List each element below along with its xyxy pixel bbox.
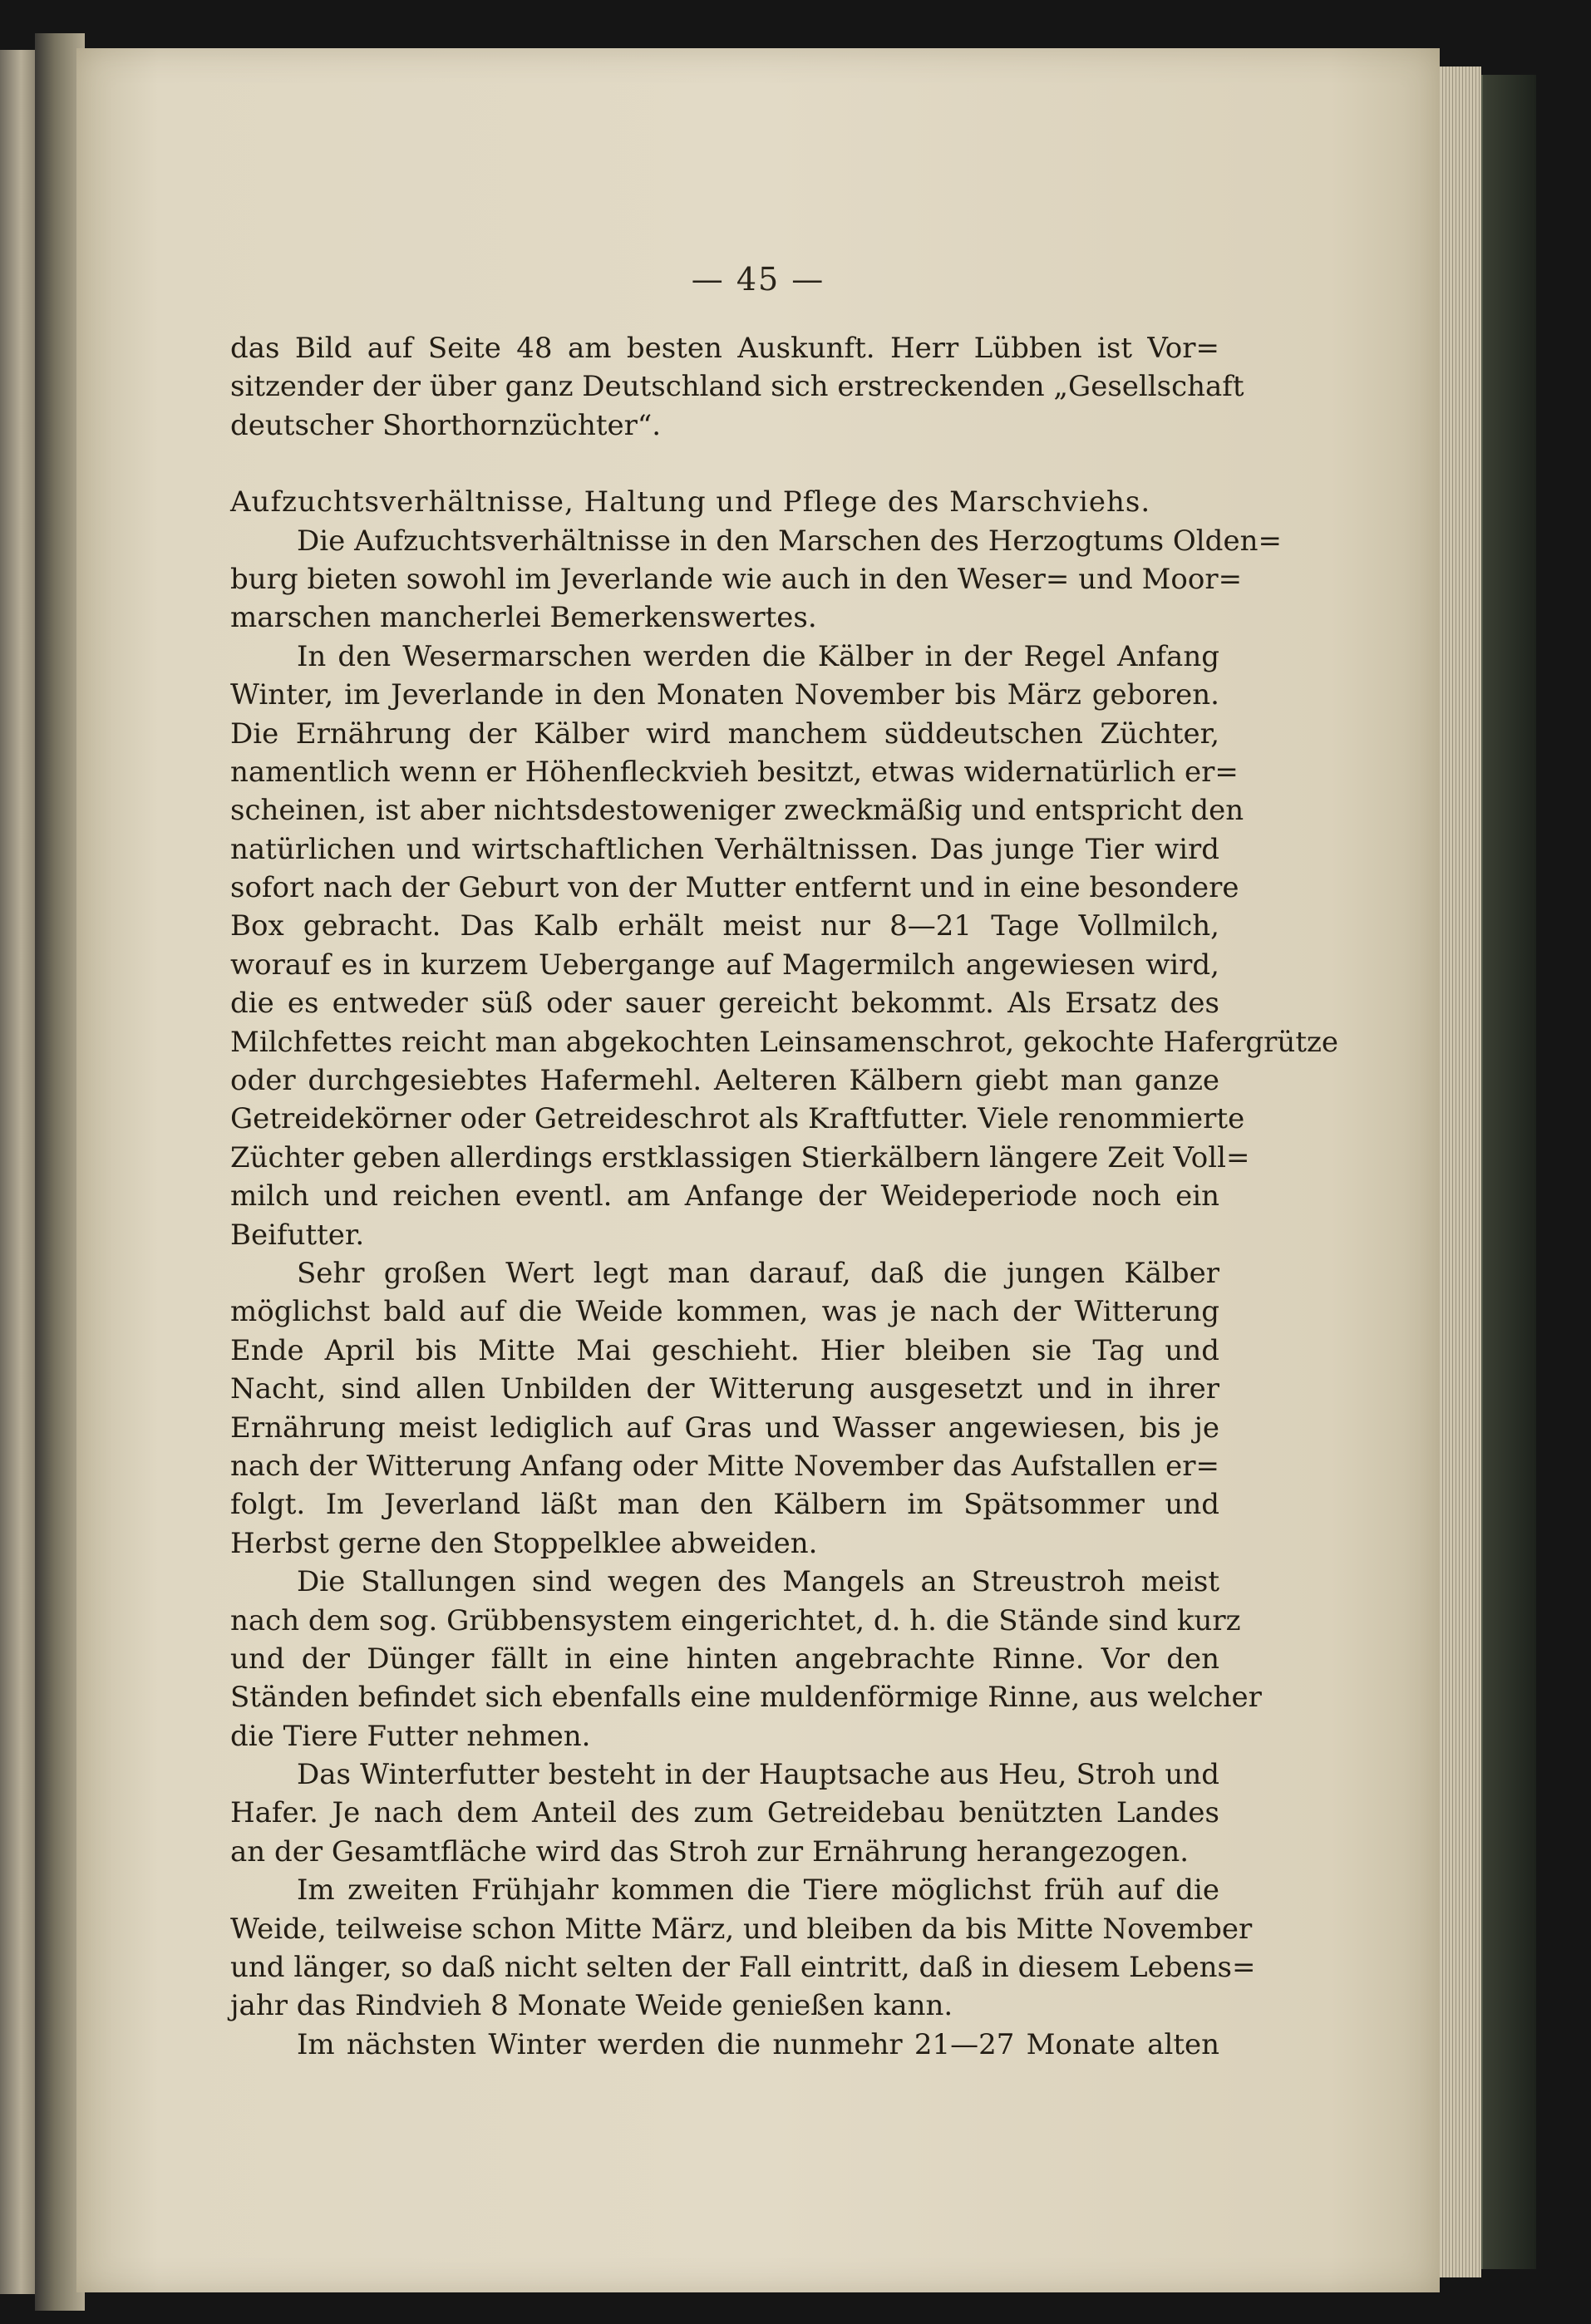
text-line: Im nächsten Winter werden die nunmehr 21—27 Monate alten (297, 2027, 1219, 2061)
paragraph (230, 1563, 1262, 1755)
text-line: milch und reichen eventl. am Anfange der Weideperiode noch ein (230, 1179, 1219, 1214)
page-text (230, 329, 1339, 2064)
text-line: Herbst gerne den Stoppelklee abweiden. (230, 1526, 818, 1560)
text-line: natürlichen und wirtschaftlichen Verhältnissen. Das junge Tier wird (230, 832, 1219, 866)
text-line: In den Wesermarschen werden die Kälber in der Regel Anfang (297, 639, 1219, 673)
text-line: scheinen, ist aber nichtsdestoweniger zweckmäßig und entspricht den (230, 794, 1244, 828)
text-line: oder durchgesiebtes Hafermehl. Aelteren Kälbern giebt man ganze (230, 1064, 1219, 1098)
text-line: Milchfettes reicht man abgekochten Leinsamenschrot, gekochte Hafergrütze (230, 1025, 1339, 1059)
text-line: Die Aufzuchtsverhältnisse in den Marschen des Herzogtums Olden= (297, 524, 1282, 558)
paragraph (230, 638, 1339, 1254)
page-number: — 45 — (691, 261, 825, 298)
text-line: und der Dünger fällt in eine hinten angebrachte Rinne. Vor den (230, 1642, 1219, 1676)
text-line: folgt. Im Jeverland läßt man den Kälbern im Spätsommer und (230, 1488, 1219, 1522)
text-line: Sehr großen Wert legt man darauf, daß die jungen Kälber (297, 1256, 1219, 1290)
text-line: Winter, im Jeverlande in den Monaten November bis März geboren. (230, 678, 1219, 712)
text-line: an der Gesamtfläche wird das Stroh zur Ernährung herangezogen. (230, 1834, 1190, 1869)
text-line: Hafer. Je nach dem Anteil des zum Getreidebau benützten Landes (230, 1796, 1219, 1830)
text-line: Die Ernährung der Kälber wird manchem süddeutschen Züchter, (230, 716, 1219, 751)
text-line: möglichst bald auf die Weide kommen, was je nach der Witterung (230, 1295, 1219, 1329)
paragraph (230, 2026, 1219, 2064)
paragraph (230, 329, 1244, 445)
text-line: Box gebracht. Das Kalb erhält meist nur 8—21 Tage Vollmilch, (230, 909, 1219, 943)
text-line: das Bild auf Seite 48 am besten Auskunft. Herr Lübben ist Vor= (230, 332, 1219, 365)
text-line: jahr das Rindvieh 8 Monate Weide genießen kann. (230, 1989, 953, 2023)
text-line: burg bieten sowohl im Jeverlande wie auch in den Weser= und Moor= (230, 562, 1243, 596)
text-line: Züchter geben allerdings erstklassigen Stierkälbern längere Zeit Voll= (230, 1140, 1250, 1174)
book-cover-edge (1481, 75, 1536, 2269)
text-line: deutscher Shorthornzüchter“. (230, 408, 662, 442)
text-line: Nacht, sind allen Unbilden der Witterung ausgesetzt und in ihrer (230, 1372, 1219, 1406)
text-line: nach dem sog. Grübbensystem eingerichtet, d. h. die Stände sind kurz (230, 1603, 1241, 1637)
page-stack-edge (1440, 66, 1481, 2277)
paragraph (230, 1254, 1219, 1563)
text-line: Getreidekörner oder Getreideschrot als Kraftfutter. Viele renommierte (230, 1102, 1245, 1136)
text-line: namentlich wenn er Höhenfleckvieh besitzt, etwas widernatürlich er= (230, 755, 1239, 789)
text-line: Aufzuchtsverhältnisse, Haltung und Pflege des Marschviehs. (230, 485, 1151, 519)
text-line: worauf es in kurzem Uebergange auf Magermilch angewiesen wird, (230, 948, 1219, 982)
text-line: Ständen befindet sich ebenfalls eine muldenförmige Rinne, aus welcher (230, 1681, 1262, 1715)
text-line: Ende April bis Mitte Mai geschieht. Hier bleiben sie Tag und (230, 1333, 1219, 1367)
text-line: die es entweder süß oder sauer gereicht bekommt. Als Ersatz des (230, 987, 1219, 1021)
text-line: nach der Witterung Anfang oder Mitte November das Aufstallen er= (230, 1449, 1219, 1483)
text-line: sitzender der über ganz Deutschland sich erstreckenden „Gesellschaft (230, 370, 1244, 404)
text-line: Die Stallungen sind wegen des Mangels an Streustroh meist (297, 1565, 1219, 1599)
paragraph-gap (230, 445, 1219, 483)
text-line: sofort nach der Geburt von der Mutter entfernt und in eine besondere (230, 871, 1239, 905)
text-line: Das Winterfutter besteht in der Hauptsache aus Heu, Stroh und (297, 1758, 1219, 1792)
section-heading (230, 483, 1219, 521)
text-line: die Tiere Futter nehmen. (230, 1719, 591, 1753)
text-line: Im zweiten Frühjahr kommen die Tiere möglichst früh auf die (297, 1873, 1219, 1908)
paragraph (230, 1871, 1256, 2026)
text-line: Ernährung meist lediglich auf Gras und Wasser angewiesen, bis je (230, 1411, 1219, 1445)
text-line: marschen mancherlei Bemerkenswertes. (230, 601, 817, 635)
paragraph (230, 1755, 1219, 1871)
text-line: und länger, so daß nicht selten der Fall eintritt, daß in diesem Lebens= (230, 1951, 1256, 1985)
paragraph (230, 522, 1282, 638)
text-line: Beifutter. (230, 1218, 365, 1252)
text-line: Weide, teilweise schon Mitte März, und bleiben da bis Mitte November (230, 1912, 1253, 1946)
book-page (76, 48, 1440, 2292)
facing-page-edge (0, 50, 35, 2294)
